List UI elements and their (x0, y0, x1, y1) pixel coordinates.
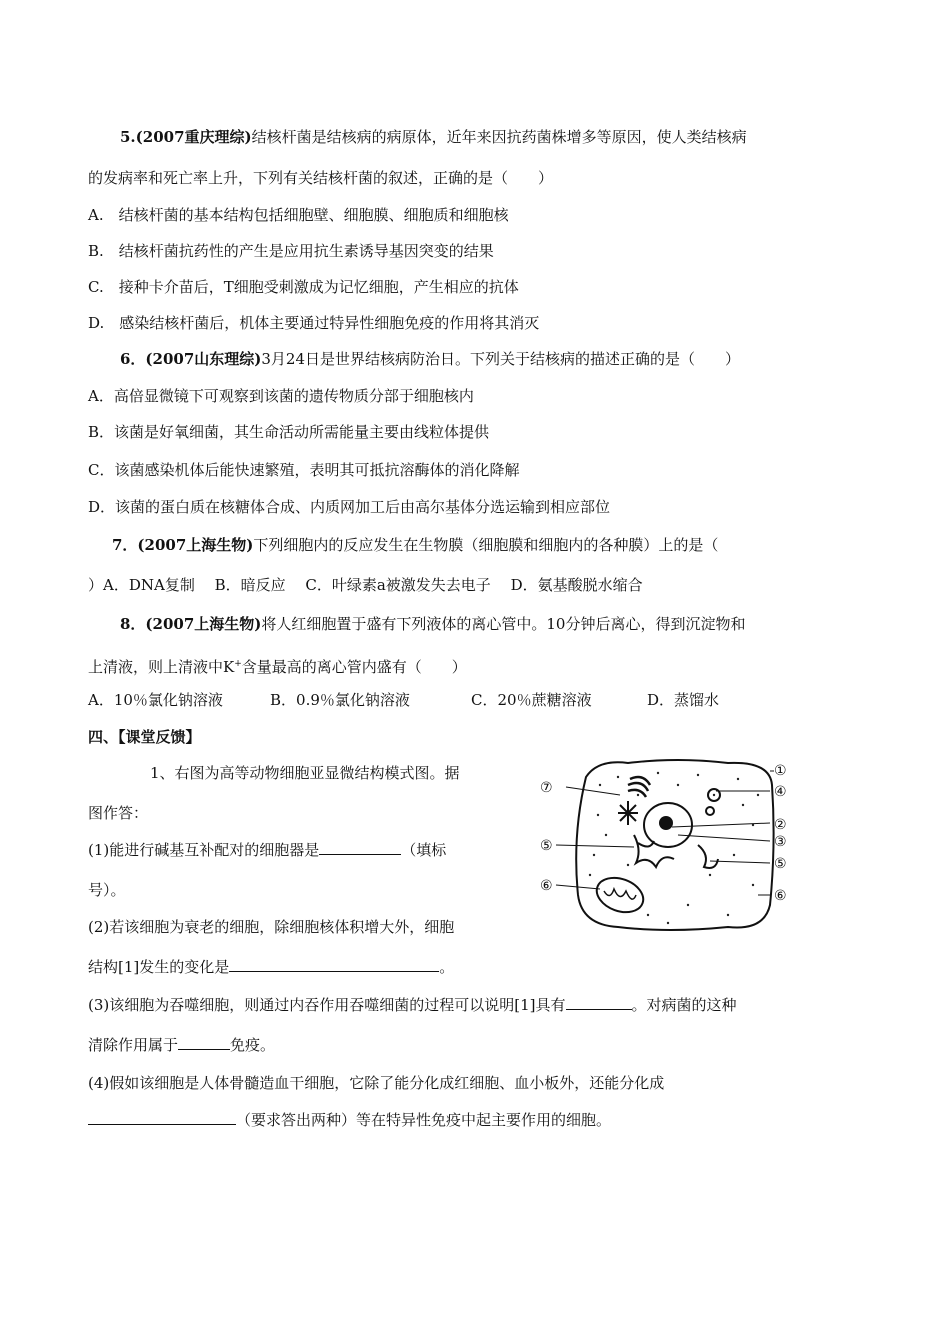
q8-line2 (88, 654, 467, 677)
q7-line1 (112, 535, 718, 555)
q6-option-b: B．该菌是好氧细菌，其生命活动所需能量主要由线粒体提供 (88, 423, 490, 441)
q5-option-a: A. 结核杆菌的基本结构包括细胞壁、细胞膜、细胞质和细胞核 (88, 206, 509, 224)
part3-line2 (88, 1035, 275, 1055)
q7-stem: 下列细胞内的反应发生在生物膜（细胞膜和细胞内的各种膜）上的是（ (253, 536, 719, 554)
label-5-left: ⑤ (540, 838, 553, 854)
label-1: ① (774, 763, 787, 779)
part1-text-b: （填标 (401, 841, 447, 859)
section-title: 四、【课堂反馈】 (88, 728, 201, 746)
q5-stem-2: 的发病率和死亡率上升，下列有关结核杆菌的叙述，正确的是（ ） (88, 169, 554, 187)
label-6-right: ⑥ (774, 888, 787, 904)
nucleolus (659, 816, 673, 830)
part3-text-b: 。对病菌的这种 (631, 996, 737, 1014)
q6-option-a: A．高倍显微镜下可观察到该菌的遗传物质分部于细胞核内 (88, 387, 474, 405)
q8-line1 (120, 614, 745, 634)
part1-line1 (88, 840, 446, 860)
part3-answer-blank-2[interactable] (178, 1035, 230, 1050)
q8-option-a: A．10％氯化钠溶液 (88, 691, 223, 709)
q6-source: 6．(2007山东理综) (120, 350, 262, 368)
part4-line2 (88, 1110, 611, 1130)
part4-text: （要求答出两种）等在特异性免疫中起主要作用的细胞。 (236, 1111, 612, 1129)
q8-options (88, 690, 719, 710)
part3-text-d: 免疫。 (230, 1036, 276, 1054)
label-2: ② (774, 817, 787, 833)
part2-text: 结构[1]发生的变化是 (88, 958, 230, 976)
q8-stem-2a: 上清液，则上清液中K (88, 658, 235, 676)
q7-source: 7．(2007上海生物) (112, 536, 254, 554)
centrosome (618, 801, 638, 825)
q8-stem-1: 将人红细胞置于盛有下列液体的离心管中。10分钟后离心，得到沉淀物和 (261, 615, 746, 633)
q6-stem: 3月24日是世界结核病防治日。下列关于结核病的描述正确的是（ ） (261, 350, 741, 368)
q8-option-c: C．20％蔗糖溶液 (471, 691, 592, 709)
part4-answer-blank[interactable] (88, 1110, 236, 1125)
q8-option-d: D．蒸馏水 (647, 691, 720, 709)
q8-superscript: + (234, 659, 242, 669)
feedback-intro-2: 图作答： (88, 804, 149, 822)
label-4: ④ (774, 784, 787, 800)
cell-diagram-svg (538, 755, 818, 935)
part2-line1: (2)若该细胞为衰老的细胞，除细胞核体积增大外，细胞 (88, 918, 455, 936)
q5-stem-1: 结核杆菌是结核病的病原体，近年来因抗药菌株增多等原因，使人类结核病 (251, 128, 747, 146)
label-6-left: ⑥ (540, 878, 553, 894)
part2-text-end: 。 (439, 958, 455, 976)
part2-answer-blank[interactable] (229, 957, 439, 972)
part1-text: (1)能进行碱基互补配对的细胞器是 (88, 841, 320, 859)
q5-option-b: B. 结核杆菌抗药性的产生是应用抗生素诱导基因突变的结果 (88, 242, 494, 260)
q8-stem-2b: 含量最高的离心管内盛有（ ） (241, 658, 467, 676)
q7-options: ）A．DNA复制 B．暗反应 C．叶绿素a被激发失去电子 D．氨基酸脱水缩合 (88, 576, 643, 594)
part4-line1: (4)假如该细胞是人体骨髓造血干细胞，它除了能分化成红细胞、血小板外，还能分化成 (88, 1074, 665, 1092)
label-3: ③ (774, 834, 787, 850)
q5-line1 (120, 127, 747, 147)
q8-source: 8．(2007上海生物) (120, 615, 262, 633)
q5-option-d: D. 感染结核杆菌后，机体主要通过特异性细胞免疫的作用将其消灭 (88, 314, 540, 332)
part1-answer-blank[interactable] (319, 840, 401, 855)
part3-answer-blank-1[interactable] (566, 995, 632, 1010)
q6-line1 (120, 349, 740, 369)
label-5-right: ⑤ (774, 856, 787, 872)
part3-line1 (88, 995, 737, 1015)
feedback-intro-1: 1、右图为高等动物细胞亚显微结构模式图。据 (150, 764, 460, 782)
part3-text-c: 清除作用属于 (88, 1036, 179, 1054)
q5-option-c: C. 接种卡介苗后，T细胞受刺激成为记忆细胞，产生相应的抗体 (88, 278, 519, 296)
part2-line2 (88, 957, 454, 977)
q6-option-d: D．该菌的蛋白质在核糖体合成、内质网加工后由高尔基体分选运输到相应部位 (88, 498, 611, 516)
animal-cell-diagram (538, 755, 818, 935)
part3-text: (3)该细胞为吞噬细胞，则通过内吞作用吞噬细菌的过程可以说明[1]具有 (88, 996, 566, 1014)
part1-line2: 号）。 (88, 881, 126, 899)
label-7: ⑦ (540, 780, 553, 796)
q6-option-c: C．该菌感染机体后能快速繁殖，表明其可抵抗溶酶体的消化降解 (88, 461, 520, 479)
q5-source: 5.(2007重庆理综) (120, 128, 252, 146)
q8-option-b: B．0.9％氯化钠溶液 (270, 691, 410, 709)
